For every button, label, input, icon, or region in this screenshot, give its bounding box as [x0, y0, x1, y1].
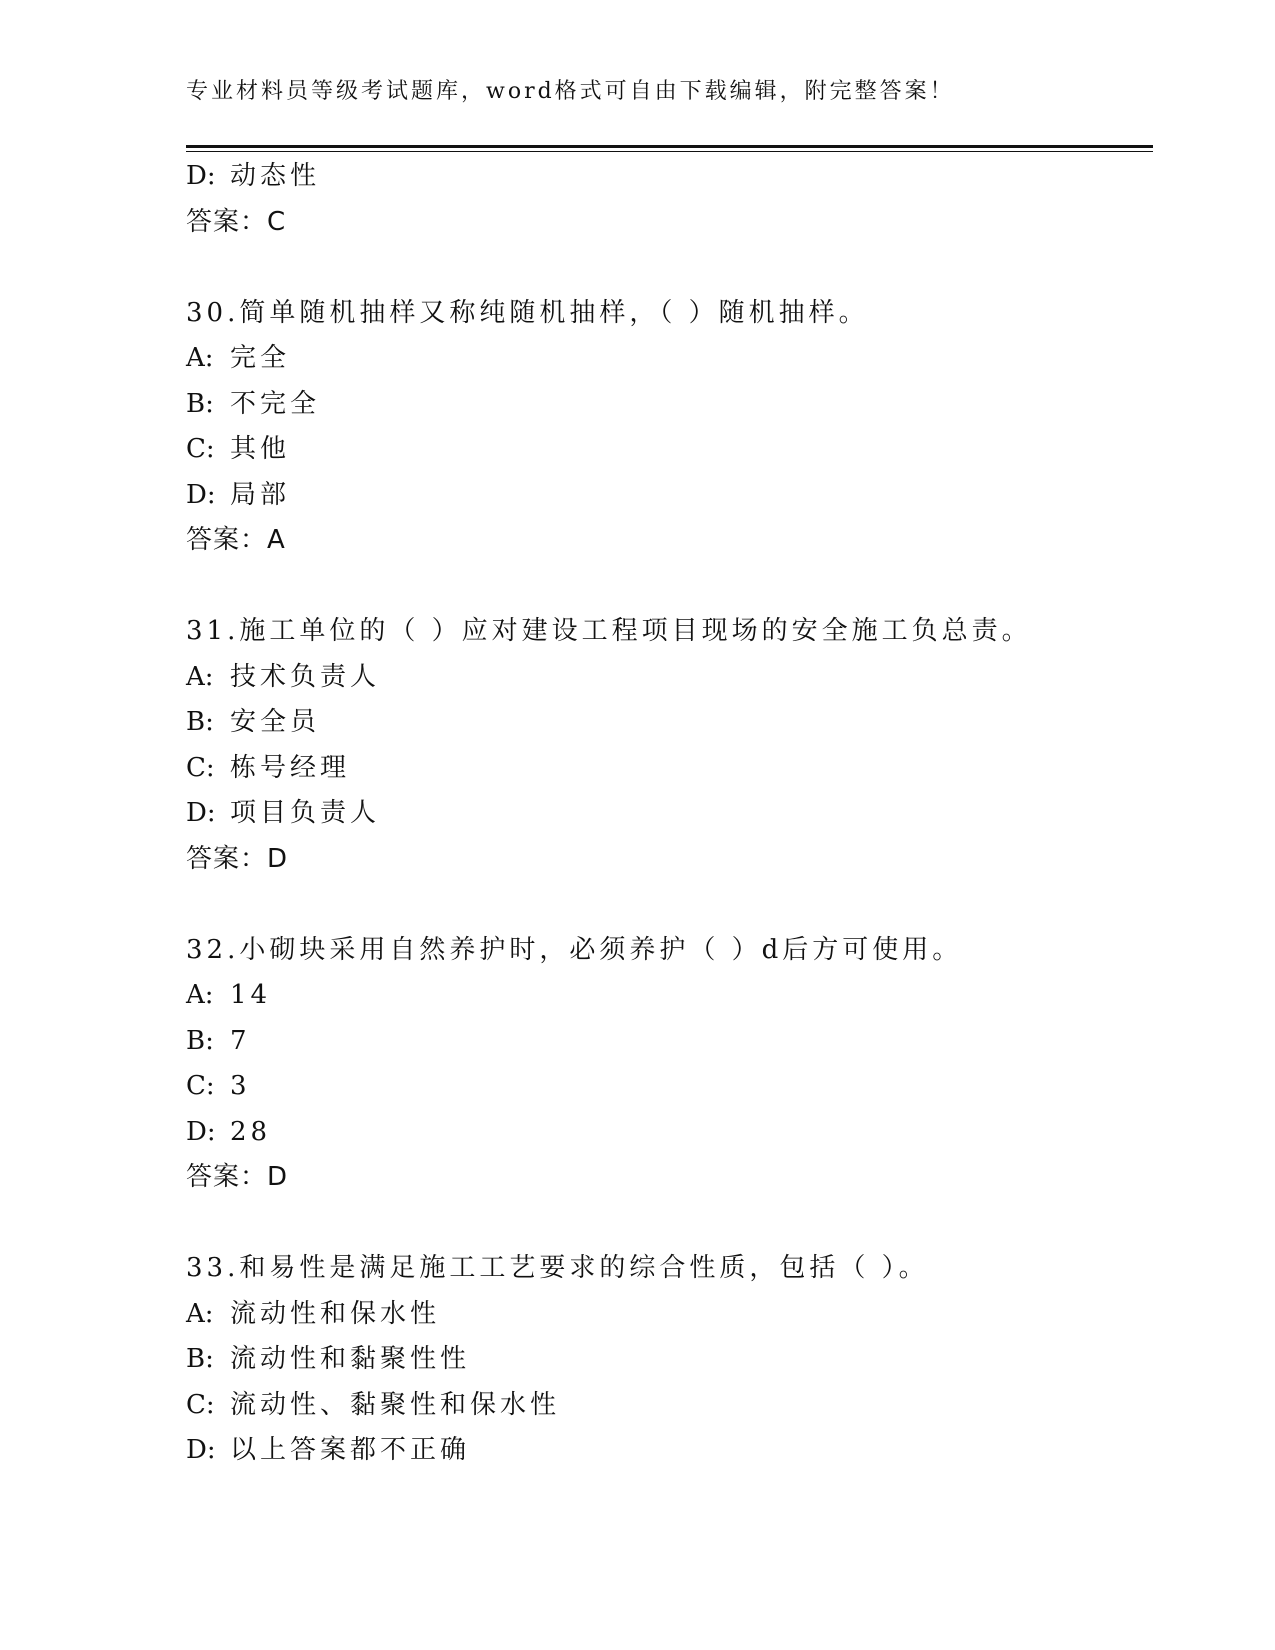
- option-b: [186, 1019, 1153, 1065]
- option-c: [186, 1064, 1153, 1110]
- option-text: 流动性、黏聚性和保水性: [230, 1389, 561, 1420]
- page-header: 专业材料员等级考试题库，word格式可自由下载编辑，附完整答案！: [186, 79, 955, 104]
- header-rule-thick: [186, 145, 1153, 148]
- answer-line: 答案：D: [186, 1162, 289, 1192]
- option-b: [186, 382, 1153, 428]
- option-label: D:: [186, 479, 216, 510]
- question-stem: 31.施工单位的（ ）应对建设工程项目现场的安全施工负总责。: [186, 616, 1032, 646]
- option-label: A:: [186, 343, 214, 373]
- option-text: 流动性和保水性: [230, 1298, 441, 1329]
- option-d: [186, 1110, 1153, 1156]
- option-label: A:: [186, 661, 214, 692]
- option-c: [186, 427, 1153, 473]
- option-label: C:: [186, 752, 215, 783]
- question-stem: 30.简单随机抽样又称纯随机抽样，（ ）随机抽样。: [186, 297, 869, 328]
- option-text: 其他: [230, 434, 291, 464]
- option-label: C:: [186, 1389, 215, 1420]
- option-b: [186, 1337, 1153, 1383]
- option-d: [186, 473, 1153, 519]
- option-label: D:: [186, 1435, 216, 1465]
- question-list: [186, 154, 1153, 1474]
- option-text: 动态性: [230, 161, 321, 191]
- option-a: [186, 1292, 1153, 1338]
- option-label: D:: [186, 1116, 216, 1147]
- option-label: B:: [186, 1025, 214, 1056]
- option-a: [186, 336, 1153, 382]
- option-label: A:: [186, 980, 214, 1010]
- option-text: 完全: [230, 343, 291, 373]
- option-label: D:: [186, 798, 216, 828]
- option-text: 14: [230, 980, 272, 1010]
- option-c: [186, 1383, 1153, 1429]
- answer-line: 答案：A: [186, 525, 286, 555]
- option-text: 安全员: [230, 707, 321, 737]
- question-stem: 33.和易性是满足施工工艺要求的综合性质，包括（ ）。: [186, 1253, 929, 1283]
- option-d: [186, 154, 1153, 200]
- option-text: 不完全: [230, 388, 321, 419]
- answer-line: 答案：C: [186, 206, 287, 237]
- option-b: [186, 700, 1153, 746]
- option-label: A:: [186, 1298, 214, 1329]
- option-label: B:: [186, 388, 214, 419]
- option-c: [186, 746, 1153, 792]
- option-a: [186, 973, 1153, 1019]
- option-label: C:: [186, 1071, 215, 1101]
- answer-line: 答案：D: [186, 843, 289, 874]
- option-label: C:: [186, 434, 215, 464]
- option-label: B:: [186, 707, 214, 737]
- option-text: 28: [230, 1116, 272, 1147]
- option-a: [186, 655, 1153, 701]
- option-label: D:: [186, 161, 216, 191]
- option-text: 流动性和黏聚性性: [230, 1344, 471, 1374]
- option-d: [186, 1428, 1153, 1474]
- option-text: 局部: [230, 479, 291, 510]
- option-text: 项目负责人: [230, 798, 381, 828]
- option-text: 7: [230, 1025, 251, 1056]
- question-stem: 32.小砌块采用自然养护时，必须养护（ ）d后方可使用。: [186, 934, 963, 965]
- option-text: 栋号经理: [230, 752, 351, 783]
- header-rule-thin: [186, 151, 1153, 152]
- option-d: [186, 791, 1153, 837]
- option-text: 3: [230, 1071, 251, 1101]
- option-text: 以上答案都不正确: [230, 1435, 471, 1465]
- option-label: B:: [186, 1344, 214, 1374]
- option-text: 技术负责人: [230, 661, 381, 692]
